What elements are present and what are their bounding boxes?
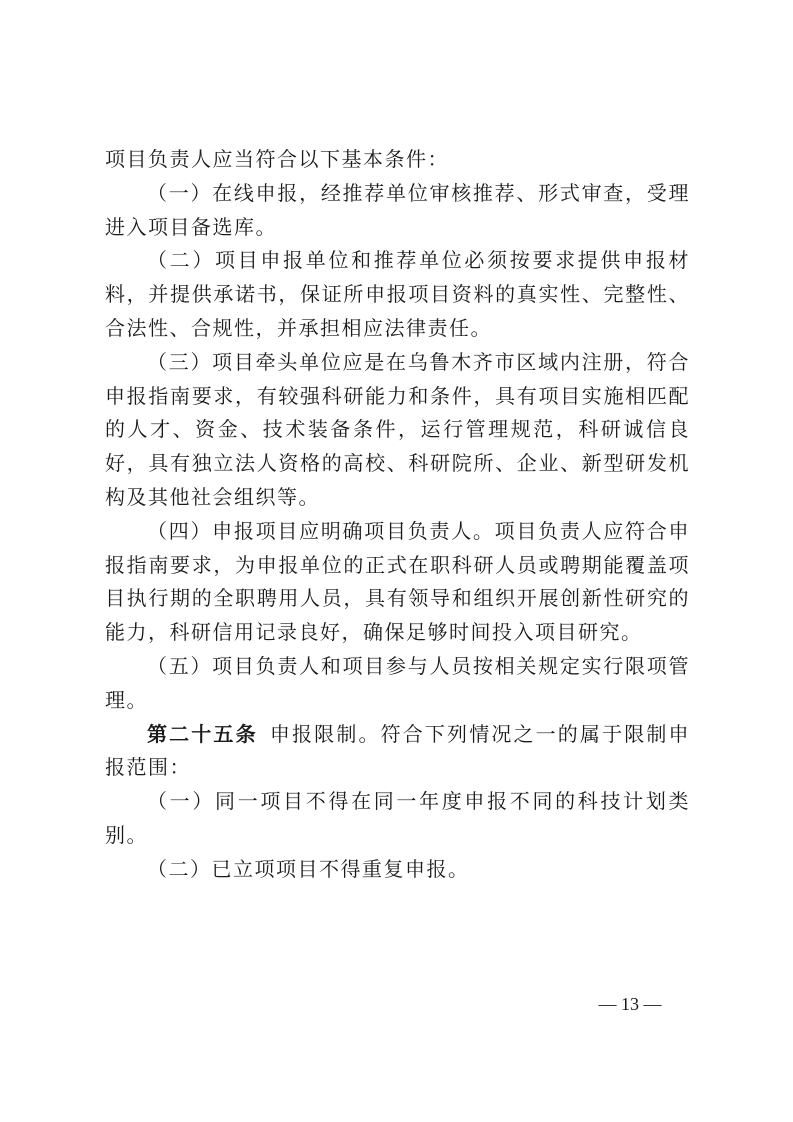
condition-3: （三）项目牵头单位应是在乌鲁木齐市区域内注册，符合申报指南要求，有较强科研能力和条件，具有项目实施相匹配的人才、资金、技术装备条件，运行管理规范，科研诚信良好，具有独立法人资格的高校、科研院所、企业、新型研发机构及其他社会组织等。 — [105, 349, 690, 509]
article-heading: 第二十五条 — [147, 721, 258, 746]
page-number: — 13 — — [598, 994, 662, 1014]
condition-1: （一）在线申报，经推荐单位审核推荐、形式审查，受理进入项目备选库。 — [105, 180, 690, 239]
document-body — [105, 143, 690, 887]
restriction-2: （二）已立项项目不得重复申报。 — [147, 856, 470, 881]
condition-5: （五）项目负责人和项目参与人员按相关规定实行限项管理。 — [105, 653, 690, 712]
restriction-1: （一）同一项目不得在同一年度申报不同的科技计划类别。 — [105, 789, 690, 847]
condition-2: （二）项目申报单位和推荐单位必须按要求提供申报材料，并提供承诺书，保证所申报项目资料的真实性、完整性、合法性、合规性，并承担相应法律责任。 — [105, 248, 690, 340]
article-25 — [105, 718, 690, 786]
article-text: 申报限制。符合下列情况之一的属于限制申报范围： — [105, 721, 691, 780]
condition-4: （四）申报项目应明确项目负责人。项目负责人应符合申报指南要求，为申报单位的正式在职科研人员或聘期能覆盖项目执行期的全职聘用人员，具有领导和组织开展创新性研究的能力，科研信用记录良好，确保足够时间投入项目研究。 — [105, 518, 690, 645]
intro-line: 项目负责人应当符合以下基本条件： — [105, 147, 449, 171]
